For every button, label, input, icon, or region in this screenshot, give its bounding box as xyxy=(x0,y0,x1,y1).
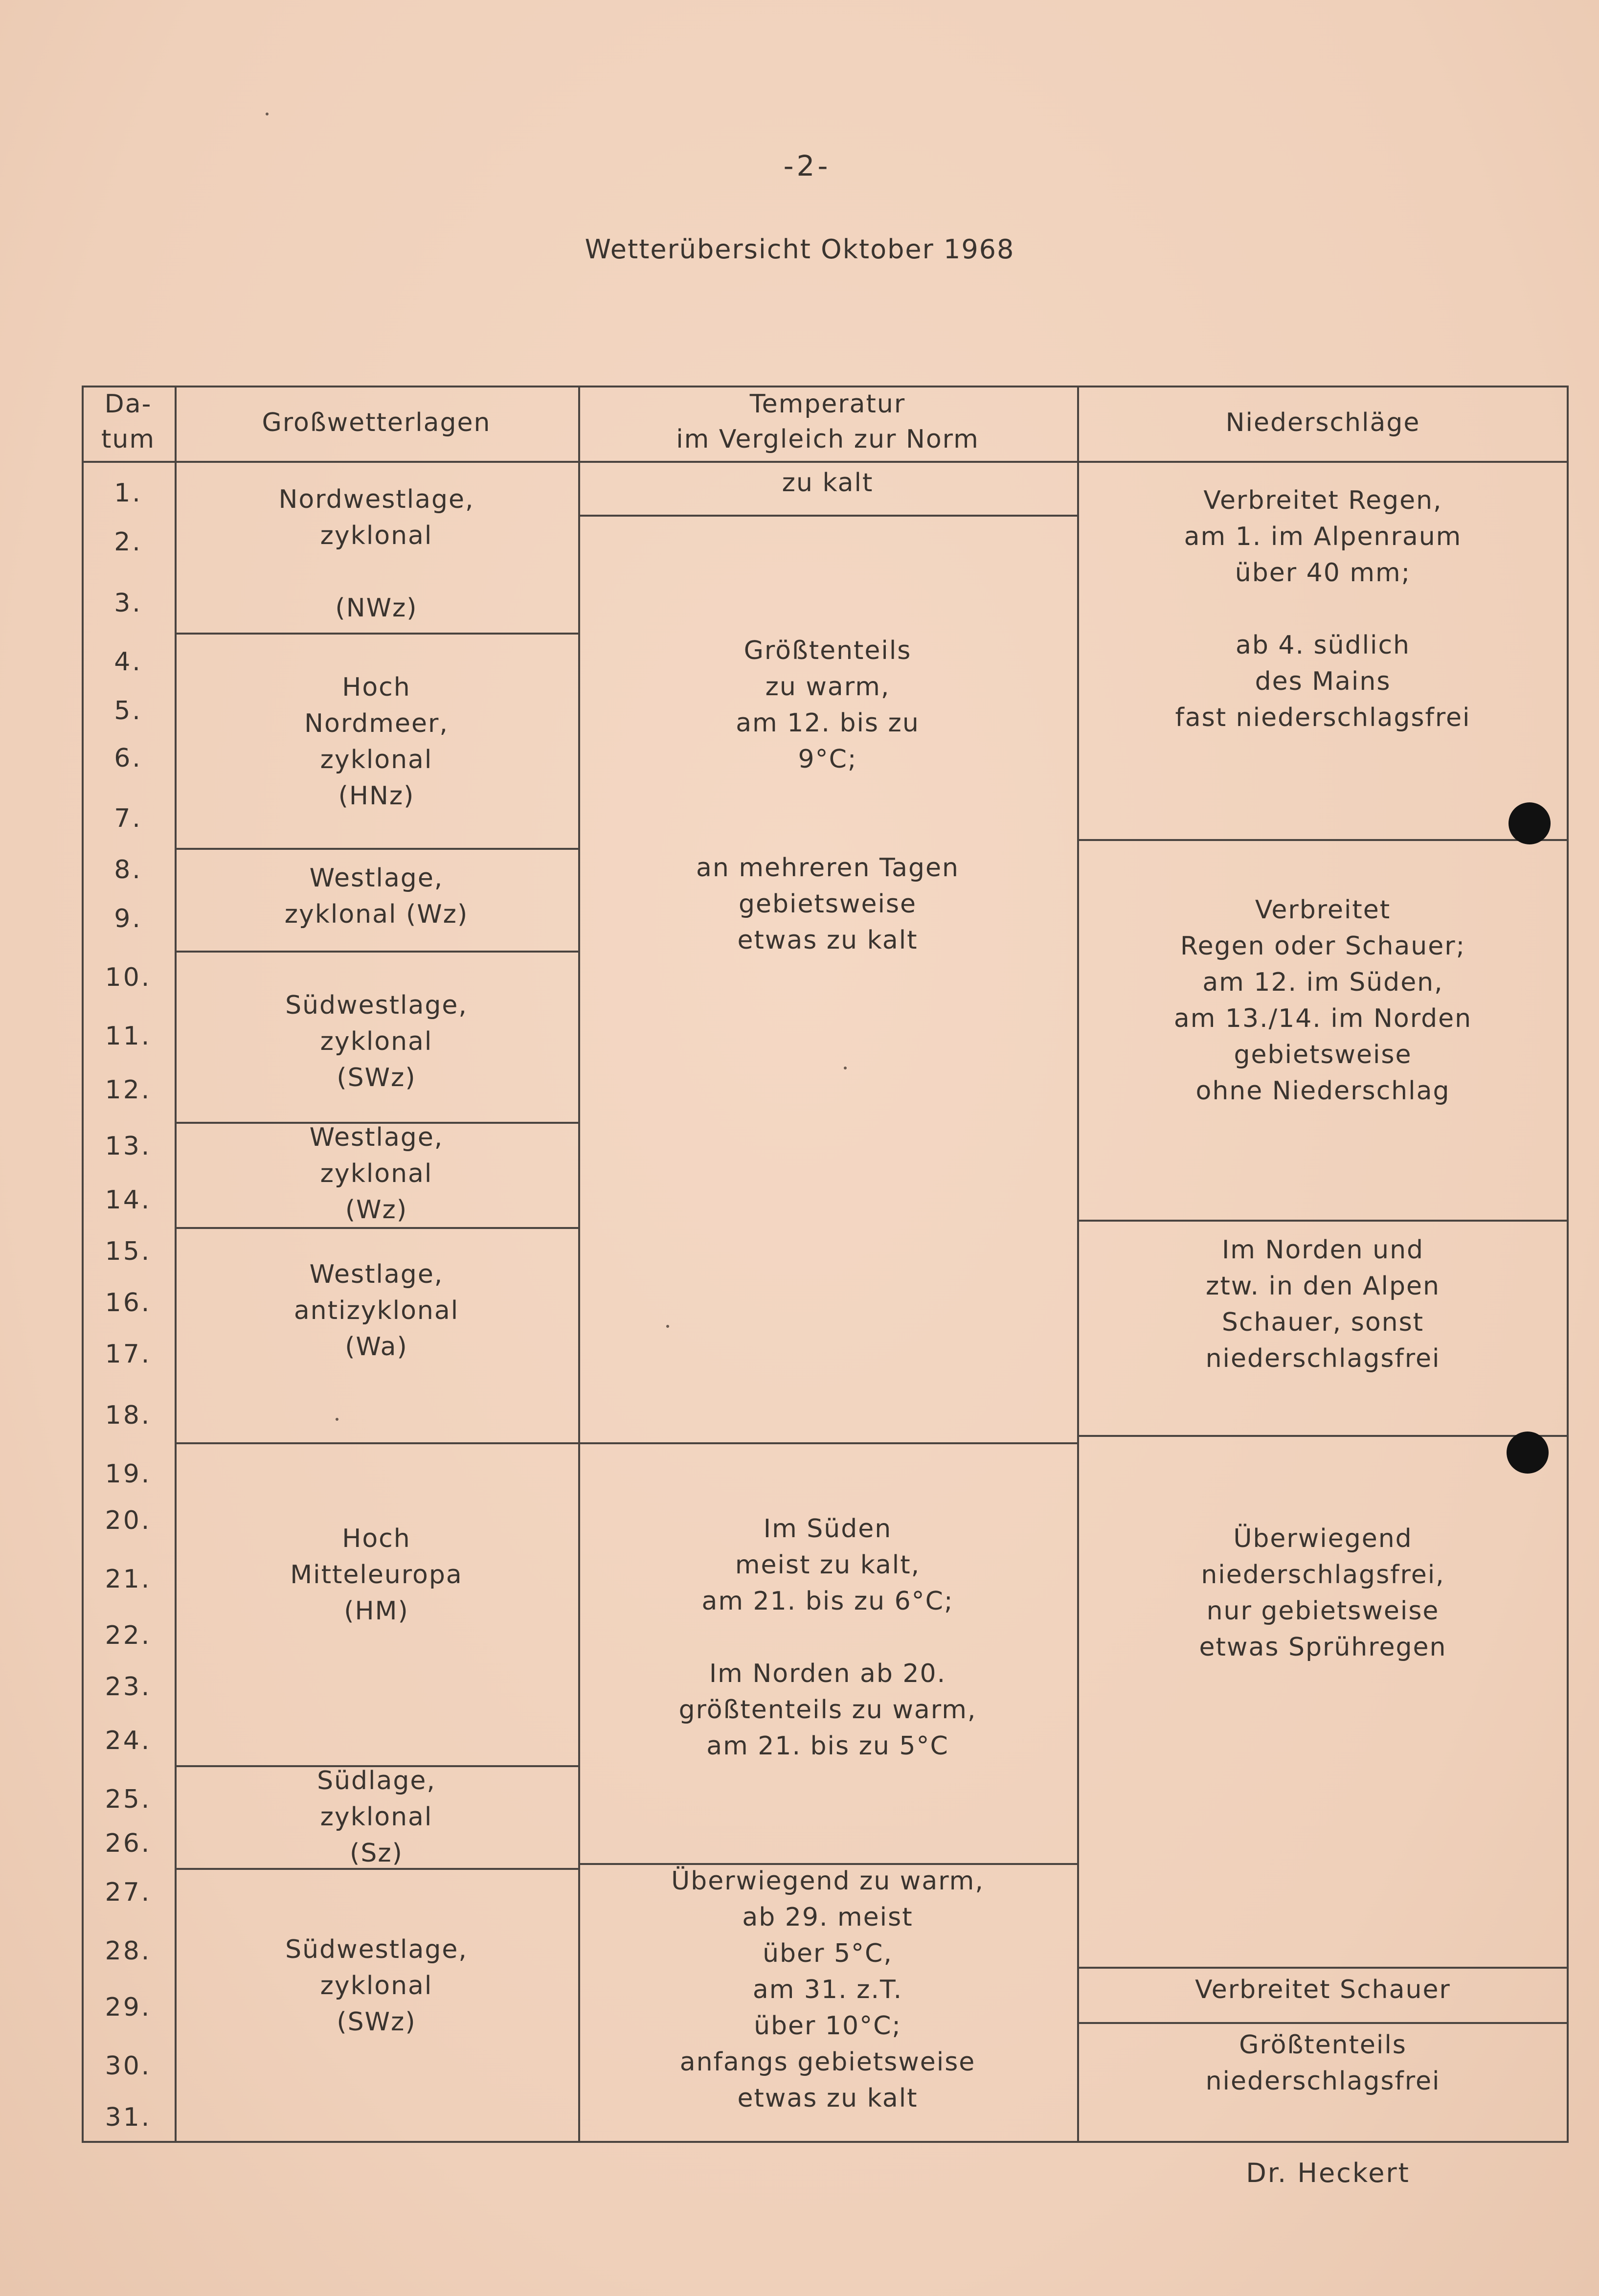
nied-cell: Verbreitet Regen oder Schauer; am 12. im Süden, am 13./14. im Norden gebietsweise ohne Niederschlag xyxy=(1173,895,1472,1106)
paper-speck xyxy=(266,113,269,115)
day-label: 28. xyxy=(105,1936,152,1966)
gwl-cell: Nordwestlage, zyklonal (NWz) xyxy=(278,485,474,623)
day-label: 10. xyxy=(105,963,152,992)
day-label: 11. xyxy=(105,1022,152,1051)
day-label: 25. xyxy=(105,1785,152,1814)
day-label: 4. xyxy=(114,647,142,677)
header-niederschlaege: Niederschläge xyxy=(1225,408,1420,437)
temp-cell: zu kalt xyxy=(782,468,874,498)
gwl-cell: Südwestlage, zyklonal (SWz) xyxy=(285,1935,468,2037)
gwl-cell: Hoch Mitteleuropa (HM) xyxy=(290,1524,463,1626)
gwl-sep-3 xyxy=(175,951,578,953)
day-label: 30. xyxy=(105,2051,152,2081)
day-label: 20. xyxy=(105,1506,152,1535)
day-label: 1. xyxy=(114,478,142,508)
gwl-cell: Südlage, zyklonal (Sz) xyxy=(317,1766,436,1868)
day-label: 9. xyxy=(114,904,142,933)
day-label: 15. xyxy=(105,1237,152,1266)
nied-cell: Im Norden und ztw. in den Alpen Schauer, sonst niederschlagsfrei xyxy=(1205,1235,1441,1373)
gwl-cell: Südwestlage, zyklonal (SWz) xyxy=(285,991,468,1092)
day-label: 16. xyxy=(105,1288,152,1318)
gwl-cell: Hoch Nordmeer, zyklonal (HNz) xyxy=(304,673,449,811)
nied-cell: Verbreitet Regen, am 1. im Alpenraum über 40 mm; ab 4. südlich des Mains fast niederschlagsfrei xyxy=(1175,486,1471,732)
table-border-bottom xyxy=(82,2141,1569,2143)
nied-cell: Überwiegend niederschlagsfrei, nur gebietsweise etwas Sprühregen xyxy=(1199,1524,1447,1662)
paper-speck xyxy=(666,1325,669,1328)
document-title: Wetterübersicht Oktober 1968 xyxy=(585,234,1015,265)
day-label: 14. xyxy=(105,1185,152,1215)
day-label: 7. xyxy=(114,804,142,833)
day-label: 3. xyxy=(114,589,142,618)
day-label: 22. xyxy=(105,1621,152,1650)
day-label: 6. xyxy=(114,744,142,773)
day-label: 17. xyxy=(105,1340,152,1369)
header-temperatur: Temperatur im Vergleich zur Norm xyxy=(676,389,979,454)
day-label: 18. xyxy=(105,1401,152,1430)
gwl-cell: Westlage, antizyklonal (Wa) xyxy=(293,1260,459,1362)
gwl-sep-2 xyxy=(175,848,578,850)
day-label: 8. xyxy=(114,855,142,885)
punch-hole xyxy=(1507,1432,1549,1474)
day-label: 21. xyxy=(105,1565,152,1594)
paper-speck xyxy=(844,1067,847,1069)
header-datum: Da- tum xyxy=(101,389,155,454)
punch-hole xyxy=(1509,802,1551,844)
day-label: 23. xyxy=(105,1672,152,1702)
day-label: 27. xyxy=(105,1878,152,1907)
day-label: 12. xyxy=(105,1075,152,1105)
header-separator xyxy=(82,461,1569,463)
nied-cell: Verbreitet Schauer xyxy=(1195,1975,1451,2004)
paper-speck xyxy=(336,1418,338,1421)
day-label: 31. xyxy=(105,2103,152,2132)
temp-cell: Überwiegend zu warm, ab 29. meist über 5°C, am 31. z.T. über 10°C; anfangs gebietsweise etwas zu kalt xyxy=(671,1866,984,2113)
nied-cell: Größtenteils niederschlagsfrei xyxy=(1205,2030,1441,2096)
gwl-sep-6 xyxy=(175,1442,578,1444)
weather-table xyxy=(82,386,1569,2143)
day-label: 2. xyxy=(114,527,142,557)
nied-sep-5 xyxy=(1077,2022,1569,2024)
gwl-cell: Westlage, zyklonal (Wz) xyxy=(309,1123,444,1225)
day-label: 29. xyxy=(105,1993,152,2022)
temp-sep-1 xyxy=(578,515,1077,517)
day-label: 26. xyxy=(105,1829,152,1858)
nied-sep-3 xyxy=(1077,1435,1569,1437)
day-label: 5. xyxy=(114,696,142,726)
nied-sep-4 xyxy=(1077,1967,1569,1969)
temp-sep-2 xyxy=(578,1442,1077,1444)
page-number: -2- xyxy=(783,149,831,182)
nied-sep-1 xyxy=(1077,839,1569,841)
gwl-cell: Westlage, zyklonal (Wz) xyxy=(284,864,469,929)
header-grosswetterlagen: Großwetterlagen xyxy=(262,408,491,437)
signature: Dr. Heckert xyxy=(1246,2158,1410,2188)
nied-sep-2 xyxy=(1077,1220,1569,1222)
day-label: 19. xyxy=(105,1459,152,1489)
temp-cell: Größtenteils zu warm, am 12. bis zu 9°C; an mehreren Tagen gebietsweise etwas zu kalt xyxy=(696,636,959,955)
temp-cell: Im Süden meist zu kalt, am 21. bis zu 6°C; Im Norden ab 20. größtenteils zu warm, am 21. bis zu 5°C xyxy=(678,1514,977,1761)
day-label: 13. xyxy=(105,1132,152,1161)
gwl-sep-1 xyxy=(175,633,578,635)
day-label: 24. xyxy=(105,1726,152,1755)
